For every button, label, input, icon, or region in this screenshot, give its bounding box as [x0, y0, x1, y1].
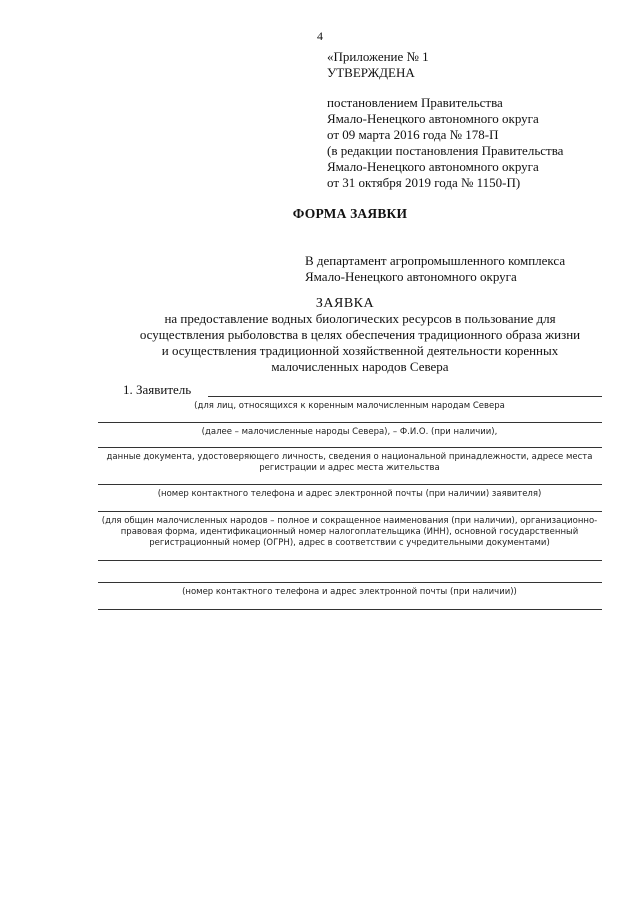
decree-line: Ямало-Ненецкого автономного округа	[327, 159, 539, 174]
field-hint: (номер контактного телефона и адрес электронной почты (при наличии))	[182, 587, 517, 597]
decree-line: (в редакции постановления Правительства	[327, 143, 564, 158]
decree-line: постановлением Правительства	[327, 95, 503, 110]
field-hint: (далее – малочисленные народы Севера), – Ф.И.О. (при наличии),	[201, 427, 498, 437]
applicant-label: 1. Заявитель	[123, 382, 192, 397]
application-subject-line: осуществления рыболовства в целях обеспечения традиционного образа жизни	[139, 327, 581, 342]
applicant-fill-line[interactable]	[208, 396, 602, 397]
decree-line: от 09 марта 2016 года № 178-П	[327, 127, 499, 142]
application-subject-line: малочисленных народов Севера	[271, 359, 449, 374]
applicant-fill-line[interactable]	[98, 582, 602, 583]
appendix-label: «Приложение № 1	[327, 49, 429, 64]
field-hint: (для лиц, относящихся к коренным малочисленным народам Севера	[194, 401, 505, 411]
field-hint: правовая форма, идентификационный номер налогоплательщика (ИНН), основной государственный	[120, 527, 579, 537]
field-hint: регистрации и адрес места жительства	[259, 463, 440, 473]
field-hint: (номер контактного телефона и адрес электронной почты (при наличии) заявителя)	[157, 489, 542, 499]
field-hint: регистрационный номер (ОГРН), адрес в соответствии с учредительными документами)	[149, 538, 550, 548]
applicant-fill-line[interactable]	[98, 484, 602, 485]
decree-line: от 31 октября 2019 года № 1150-П)	[327, 175, 521, 190]
applicant-fill-line[interactable]	[98, 422, 602, 423]
applicant-fill-line[interactable]	[98, 609, 602, 610]
page-number: 4	[317, 29, 323, 43]
field-hint: (для общин малочисленных народов – полное и сокращенное наименования (при наличии), организационно-	[101, 516, 598, 526]
form-title: ФОРМА ЗАЯВКИ	[292, 206, 408, 221]
application-title: ЗАЯВКА	[315, 296, 375, 311]
application-subject-line: на предоставление водных биологических ресурсов в пользование для	[164, 311, 556, 326]
addressee-line: В департамент агропромышленного комплекса	[305, 253, 566, 268]
application-subject-line: и осуществления традиционной хозяйственной деятельности коренных	[161, 343, 559, 358]
field-hint: данные документа, удостоверяющего личность, сведения о национальной принадлежности, адресе места	[106, 452, 593, 462]
addressee-line: Ямало-Ненецкого автономного округа	[305, 269, 517, 284]
applicant-fill-line[interactable]	[98, 511, 602, 512]
applicant-fill-line[interactable]	[98, 447, 602, 448]
decree-line: Ямало-Ненецкого автономного округа	[327, 111, 539, 126]
applicant-fill-line[interactable]	[98, 560, 602, 561]
approved-label: УТВЕРЖДЕНА	[327, 65, 415, 80]
